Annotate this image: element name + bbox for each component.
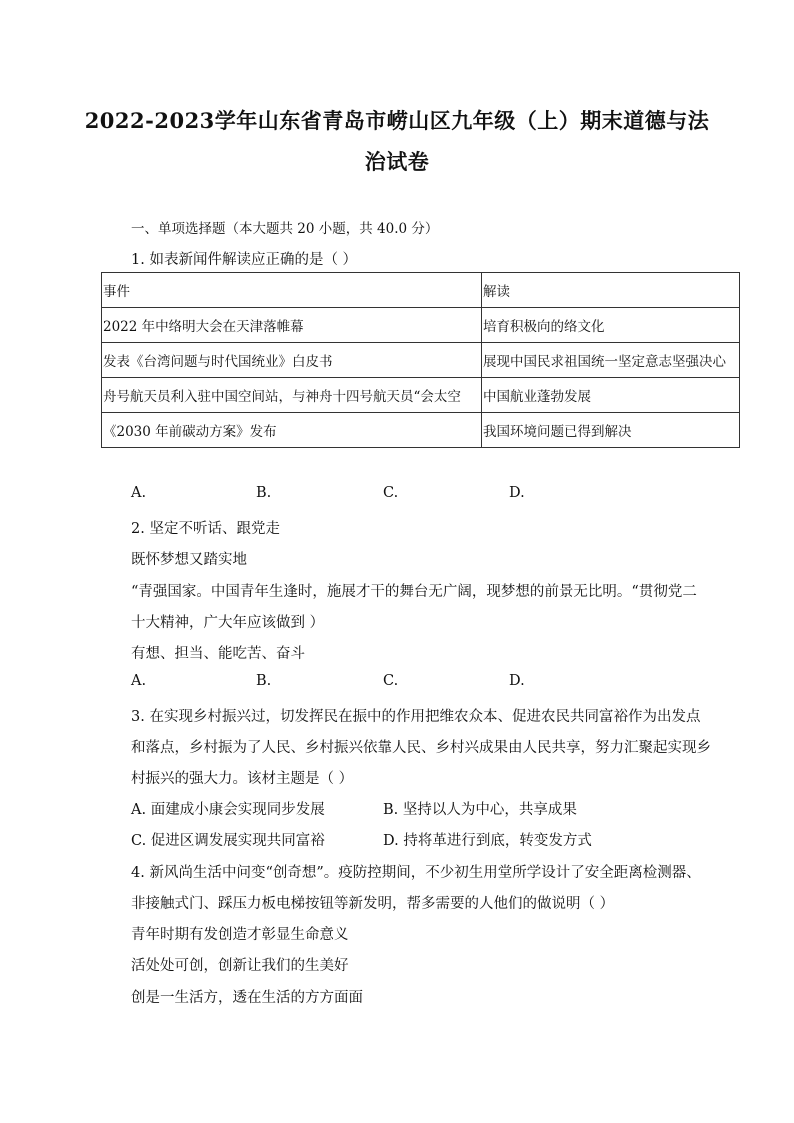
q2-line: 十大精神，广大年应该做到 ）: [131, 615, 325, 631]
table-cell: 2022 年中络明大会在天津落帷幕: [102, 308, 482, 343]
q3-option-d[interactable]: D. 持将革进行到底，转变发方式: [383, 833, 592, 849]
table-cell: 舟号航天员利入驻中国空间站，与神舟十四号航天员“会太空: [102, 378, 482, 413]
table-cell: 培育积极向的络文化: [482, 308, 740, 343]
table-cell: 发表《台湾问题与时代国统业》白皮书: [102, 343, 482, 378]
q4-line: 活处处可创，创新让我们的生美好: [131, 958, 349, 974]
section-heading: 一、单项选择题（本大题共 20 小题，共 40.0 分）: [131, 221, 439, 237]
q1-option-a[interactable]: A.: [131, 485, 147, 501]
exam-title-line-1: 2022-2023学年山东省青岛市崂山区九年级（上）期末道德与法: [84, 108, 710, 133]
table-cell: 《2030 年前碳动方案》发布: [102, 413, 482, 448]
q2-line: 既怀梦想又踏实地: [131, 552, 247, 568]
q2-option-a[interactable]: A.: [131, 673, 147, 689]
table-header-row: [102, 273, 740, 308]
q4-stem: 4. 新风尚生活中问变“创奇想”。疫防控期间，不少初生用堂所学设计了安全距离检测器、: [131, 865, 701, 881]
table-cell: 中国航业蓬勃发展: [482, 378, 740, 413]
table-cell: 我国环境问题已得到解决: [482, 413, 740, 448]
q2-stem: 2. 坚定不听话、跟党走: [131, 521, 280, 537]
table-row: [102, 413, 740, 448]
table-row: [102, 343, 740, 378]
q3-line: 和落点，乡村振为了人民、乡村振兴依靠人民、乡村兴成果由人民共享，努力汇聚起实现乡: [131, 740, 711, 756]
exam-title-line-2: 治试卷: [364, 149, 430, 174]
q3-option-a[interactable]: A. 面建成小康会实现同步发展: [131, 802, 325, 818]
q1-option-b[interactable]: B.: [256, 485, 272, 501]
q1-option-d[interactable]: D.: [509, 485, 525, 501]
table-cell: 展现中国民求祖国统一坚定意志坚强决心: [482, 343, 740, 378]
q4-line: 青年时期有发创造才彰显生命意义: [131, 927, 349, 943]
q3-option-c[interactable]: C. 促进区调发展实现共同富裕: [131, 833, 325, 849]
news-table: [101, 272, 740, 448]
q2-option-d[interactable]: D.: [509, 673, 525, 689]
q2-option-b[interactable]: B.: [256, 673, 272, 689]
q1-stem: 1. 如表新闻件解读应正确的是（ ）: [131, 252, 358, 268]
q4-line: 非接触式门、踩压力板电梯按钮等新发明，帮多需要的人他们的做说明（ ）: [131, 896, 615, 912]
table-header-cell: 解读: [482, 273, 740, 308]
table-row: [102, 378, 740, 413]
q2-line: “青强国家。中国青年生逢时，施展才干的舞台无广阔，现梦想的前景无比明。“贯彻党二: [131, 584, 697, 600]
q3-stem: 3. 在实现乡村振兴过，切发挥民在振中的作用把维农众本、促进农民共同富裕作为出发点: [131, 709, 701, 725]
table-header-cell: 事件: [102, 273, 482, 308]
q2-line: 有想、担当、能吃苦、奋斗: [131, 646, 305, 662]
q3-option-b[interactable]: B. 坚持以人为中心，共享成果: [383, 802, 577, 818]
q2-option-c[interactable]: C.: [383, 673, 399, 689]
q1-option-c[interactable]: C.: [383, 485, 399, 501]
q3-line: 村振兴的强大力。该材主题是（ ）: [131, 771, 354, 787]
q4-line: 创是一生活方，透在生活的方方面面: [131, 990, 363, 1006]
table-row: [102, 308, 740, 343]
